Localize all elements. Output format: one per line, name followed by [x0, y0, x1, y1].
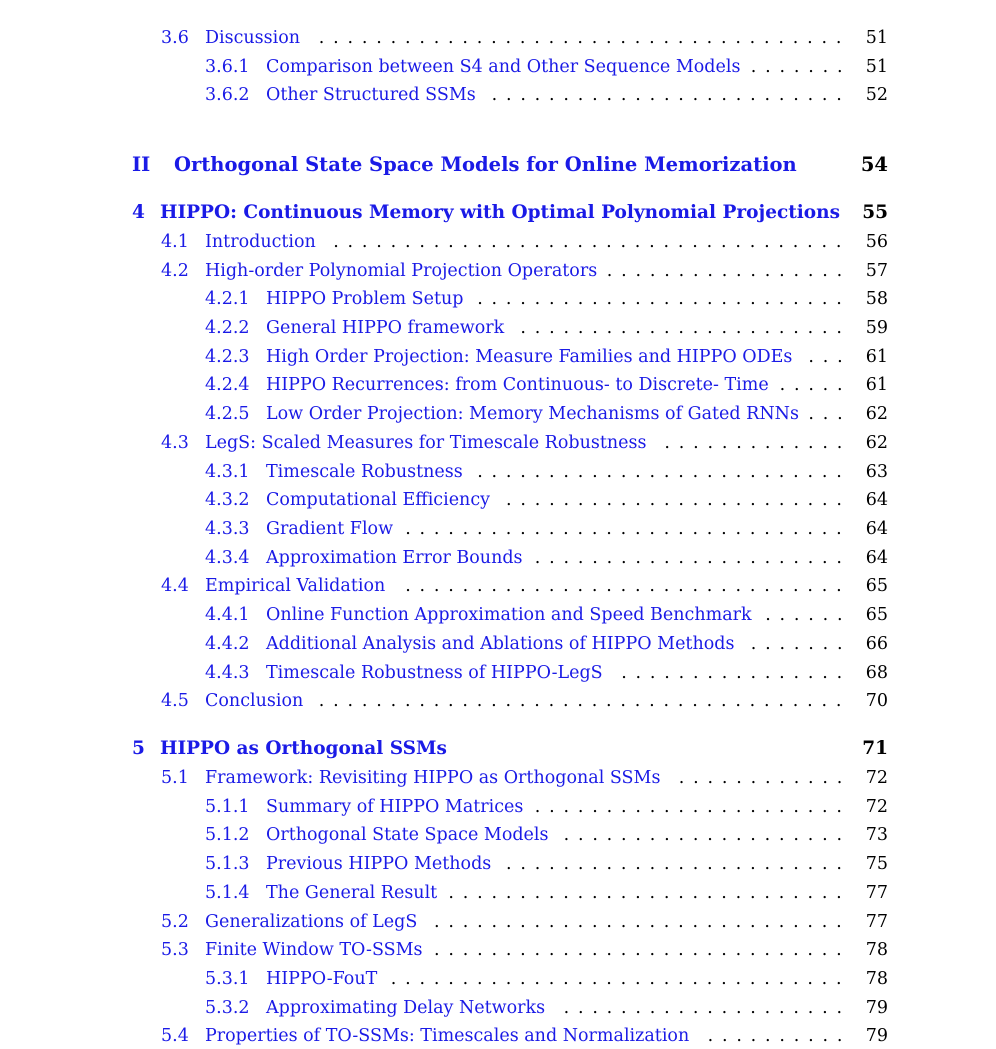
leader-dots: .................... — [563, 998, 851, 1018]
toc-entry-title[interactable]: Finite Window TO-SSMs — [205, 940, 423, 960]
toc-entry-subsection[interactable] — [0, 488, 996, 512]
toc-entry-title[interactable]: Discussion — [205, 28, 301, 48]
toc-entry-page-number[interactable]: 58 — [865, 289, 888, 309]
toc-entry-subsection[interactable] — [0, 603, 996, 627]
toc-entry-section[interactable] — [0, 26, 996, 50]
toc-entry-number[interactable]: 4.2.3 — [205, 347, 250, 367]
toc-entry-page-number[interactable]: 73 — [865, 825, 888, 845]
toc-entry-page-number[interactable]: 77 — [865, 912, 888, 932]
toc-entry-part[interactable] — [0, 153, 996, 177]
toc-entry-subsection[interactable] — [0, 852, 996, 876]
leader-dots: ... — [808, 347, 852, 367]
toc-entry-number[interactable]: 4.2.5 — [205, 404, 250, 424]
toc-entry-subsection[interactable] — [0, 517, 996, 541]
toc-entry-title[interactable]: Conclusion — [205, 691, 304, 711]
toc-entry-section[interactable] — [0, 259, 996, 283]
toc-entry-page-number[interactable]: 61 — [865, 375, 888, 395]
toc-entry-number[interactable]: 4.2.1 — [205, 289, 250, 309]
toc-entry-title[interactable]: Orthogonal State Space Models — [266, 825, 549, 845]
leader-dots: .......... — [707, 1026, 852, 1046]
toc-entry-page-number[interactable]: 64 — [865, 548, 888, 568]
toc-entry-number[interactable]: 4.5 — [161, 691, 189, 711]
toc-entry-subsection[interactable] — [0, 373, 996, 397]
toc-entry-title[interactable]: General HIPPO framework — [266, 318, 505, 338]
toc-entry-page-number[interactable]: 75 — [865, 854, 888, 874]
toc-entry-page-number[interactable]: 79 — [865, 1026, 888, 1046]
leader-dots: ......................... — [491, 85, 851, 105]
toc-entry-title[interactable]: Properties of TO-SSMs: Timescales and Normalization — [205, 1026, 690, 1046]
toc-entry-page-number[interactable]: 77 — [865, 883, 888, 903]
toc-entry-page-number[interactable]: 64 — [865, 519, 888, 539]
toc-entry-subsection[interactable] — [0, 460, 996, 484]
toc-entry-title[interactable]: Additional Analysis and Ablations of HIPPO Methods — [266, 634, 735, 654]
toc-entry-section[interactable] — [0, 910, 996, 934]
toc-entry-subsection[interactable] — [0, 402, 996, 426]
leader-dots: ..................................... — [318, 28, 851, 48]
toc-entry-page-number[interactable]: 64 — [865, 490, 888, 510]
toc-entry-page-number[interactable]: 51 — [865, 28, 888, 48]
toc-entry-number[interactable]: 4.2 — [161, 261, 189, 281]
toc-entry-number[interactable]: 3.6 — [161, 28, 189, 48]
toc-entry-title[interactable]: Previous HIPPO Methods — [266, 854, 492, 874]
toc-entry-page-number[interactable]: 59 — [865, 318, 888, 338]
leader-dots: ...................... — [534, 548, 851, 568]
toc-entry-subsection[interactable] — [0, 795, 996, 819]
toc-entry-title[interactable]: Low Order Projection: Memory Mechanisms of Gated RNNs — [266, 404, 799, 424]
toc-entry-title[interactable]: The General Result — [266, 883, 438, 903]
leader-dots: .................... — [563, 825, 851, 845]
toc-entry-number[interactable]: 5.1.2 — [205, 825, 250, 845]
toc-entry-subsection[interactable] — [0, 967, 996, 991]
toc-entry-subsection[interactable] — [0, 823, 996, 847]
toc-entry-number[interactable]: 4.2.4 — [205, 375, 250, 395]
toc-entry-title[interactable]: Framework: Revisiting HIPPO as Orthogonal SSMs — [205, 768, 661, 788]
toc-entry-subsection[interactable] — [0, 55, 996, 79]
toc-entry-page-number[interactable]: 79 — [865, 998, 888, 1018]
toc-entry-page-number[interactable]: 66 — [865, 634, 888, 654]
leader-dots: ..... — [779, 375, 852, 395]
toc-entry-title[interactable]: Gradient Flow — [266, 519, 394, 539]
leader-dots: ............................ — [448, 883, 851, 903]
toc-entry-page-number[interactable]: 57 — [865, 261, 888, 281]
toc-entry-title[interactable]: HIPPO Recurrences: from Continuous- to Discrete- Time — [266, 375, 769, 395]
toc-entry-page-number[interactable]: 72 — [865, 797, 888, 817]
toc-entry-title[interactable]: LegS: Scaled Measures for Timescale Robustness — [205, 433, 647, 453]
toc-entry-page-number[interactable]: 78 — [865, 969, 888, 989]
toc-entry-number[interactable]: 5.1 — [161, 768, 189, 788]
leader-dots: ............. — [664, 433, 852, 453]
leader-dots: ............ — [678, 768, 852, 788]
toc-entry-section[interactable] — [0, 689, 996, 713]
leader-dots: ....................... — [520, 318, 851, 338]
leader-dots: ...................... — [534, 797, 851, 817]
toc-entry-number[interactable]: 5.1.1 — [205, 797, 250, 817]
leader-dots: ... — [808, 404, 852, 424]
leader-dots: ................. — [606, 261, 851, 281]
toc-entry-number[interactable]: 5.1.3 — [205, 854, 250, 874]
toc-entry-page-number[interactable]: 65 — [865, 576, 888, 596]
toc-entry-chapter[interactable] — [0, 201, 996, 225]
toc-entry-title[interactable]: Approximating Delay Networks — [266, 998, 546, 1018]
toc-entry-title[interactable]: HIPPO-FouT — [266, 969, 378, 989]
toc-entry-subsection[interactable] — [0, 632, 996, 656]
toc-entry-number[interactable]: 4.4 — [161, 576, 189, 596]
toc-entry-title[interactable]: Approximation Error Bounds — [266, 548, 523, 568]
toc-entry-number[interactable]: 5.3 — [161, 940, 189, 960]
toc-entry-number[interactable]: 4.3 — [161, 433, 189, 453]
toc-entry-title[interactable]: HIPPO as Orthogonal SSMs — [160, 738, 447, 759]
toc-entry-section[interactable] — [0, 574, 996, 598]
toc-entry-number[interactable]: 5.4 — [161, 1026, 189, 1046]
toc-entry-page-number[interactable]: 56 — [865, 232, 888, 252]
leader-dots: .......................... — [477, 462, 851, 482]
toc-entry-page-number[interactable]: 62 — [865, 404, 888, 424]
leader-dots: ........................ — [506, 854, 851, 874]
toc-entry-number[interactable]: 4.2.2 — [205, 318, 250, 338]
leader-dots: ...... — [765, 605, 852, 625]
toc-entry-number[interactable]: 5.3.2 — [205, 998, 250, 1018]
leader-dots: ..................................... — [318, 691, 851, 711]
toc-entry-title[interactable]: Summary of HIPPO Matrices — [266, 797, 524, 817]
toc-entry-number[interactable]: 4.4.2 — [205, 634, 250, 654]
toc-entry-number[interactable]: 4.3.2 — [205, 490, 250, 510]
toc-entry-number[interactable]: 5.3.1 — [205, 969, 250, 989]
toc-entry-number[interactable]: II — [132, 153, 151, 176]
toc-entry-subsection[interactable] — [0, 345, 996, 369]
leader-dots: ............................... — [405, 519, 851, 539]
toc-entry-page-number[interactable]: 61 — [865, 347, 888, 367]
toc-entry-page-number[interactable]: 78 — [865, 940, 888, 960]
leader-dots: ................ — [621, 663, 851, 683]
toc-entry-title[interactable]: Introduction — [205, 232, 316, 252]
toc-entry-title[interactable]: Timescale Robustness — [266, 462, 463, 482]
leader-dots: ............................. — [434, 912, 851, 932]
toc-entry-title[interactable]: Timescale Robustness of HIPPO-LegS — [266, 663, 603, 683]
toc-entry-number[interactable]: 4.3.1 — [205, 462, 250, 482]
leader-dots: .................................... — [333, 232, 851, 252]
toc-entry-section[interactable] — [0, 938, 996, 962]
toc-entry-number[interactable]: 5.1.4 — [205, 883, 250, 903]
leader-dots: ........................ — [506, 490, 851, 510]
toc-entry-number[interactable]: 4.3.3 — [205, 519, 250, 539]
toc-entry-number[interactable]: 3.6.1 — [205, 57, 250, 77]
toc-entry-page-number[interactable]: 62 — [865, 433, 888, 453]
toc-entry-subsection[interactable] — [0, 661, 996, 685]
toc-entry-title[interactable]: High Order Projection: Measure Families and HIPPO ODEs — [266, 347, 793, 367]
toc-entry-title[interactable]: Other Structured SSMs — [266, 85, 476, 105]
toc-entry-section[interactable] — [0, 766, 996, 790]
leader-dots: ............................. — [434, 940, 851, 960]
toc-entry-chapter[interactable] — [0, 737, 996, 761]
toc-entry-subsection[interactable] — [0, 881, 996, 905]
toc-entry-page-number[interactable]: 51 — [865, 57, 888, 77]
toc-entry-subsection[interactable] — [0, 83, 996, 107]
toc-entry-page-number[interactable]: 63 — [865, 462, 888, 482]
toc-entry-title[interactable]: Orthogonal State Space Models for Online Memorization — [174, 153, 797, 176]
toc-entry-number[interactable]: 4.4.3 — [205, 663, 250, 683]
toc-entry-title[interactable]: Generalizations of LegS — [205, 912, 418, 932]
toc-entry-page-number[interactable]: 71 — [862, 738, 888, 759]
toc-entry-subsection[interactable] — [0, 287, 996, 311]
toc-entry-section[interactable] — [0, 230, 996, 254]
toc-entry-number[interactable]: 4.4.1 — [205, 605, 250, 625]
toc-entry-title[interactable]: High-order Polynomial Projection Operators — [205, 261, 598, 281]
toc-entry-number[interactable]: 3.6.2 — [205, 85, 250, 105]
toc-entry-page-number[interactable]: 65 — [865, 605, 888, 625]
toc-entry-page-number[interactable]: 55 — [862, 202, 888, 223]
toc-entry-number[interactable]: 5.2 — [161, 912, 189, 932]
toc-entry-number[interactable]: 4.1 — [161, 232, 189, 252]
toc-entry-section[interactable] — [0, 431, 996, 455]
toc-entry-page-number[interactable]: 70 — [865, 691, 888, 711]
toc-entry-title[interactable]: HIPPO: Continuous Memory with Optimal Polynomial Projections — [160, 202, 841, 223]
leader-dots: .......................... — [477, 289, 851, 309]
leader-dots: ................................ — [390, 969, 851, 989]
toc-entry-title[interactable]: Computational Efficiency — [266, 490, 491, 510]
toc-entry-title[interactable]: Comparison between S4 and Other Sequence Models — [266, 57, 741, 77]
toc-entry-page-number[interactable]: 54 — [860, 153, 888, 176]
toc-entry-subsection[interactable] — [0, 996, 996, 1020]
leader-dots: ....... — [750, 57, 852, 77]
leader-dots: ....... — [750, 634, 852, 654]
toc-entry-page-number[interactable]: 68 — [865, 663, 888, 683]
toc-entry-page-number[interactable]: 52 — [865, 85, 888, 105]
toc-entry-number[interactable]: 4 — [132, 202, 145, 223]
toc-entry-subsection[interactable] — [0, 316, 996, 340]
toc-entry-section[interactable] — [0, 1024, 996, 1048]
toc-entry-title[interactable]: Online Function Approximation and Speed Benchmark — [266, 605, 752, 625]
toc-entry-subsection[interactable] — [0, 546, 996, 570]
leader-dots: ............................... — [405, 576, 851, 596]
toc-entry-title[interactable]: Empirical Validation — [205, 576, 386, 596]
toc-entry-number[interactable]: 5 — [132, 738, 145, 759]
toc-entry-page-number[interactable]: 72 — [865, 768, 888, 788]
toc-entry-number[interactable]: 4.3.4 — [205, 548, 250, 568]
toc-entry-title[interactable]: HIPPO Problem Setup — [266, 289, 464, 309]
